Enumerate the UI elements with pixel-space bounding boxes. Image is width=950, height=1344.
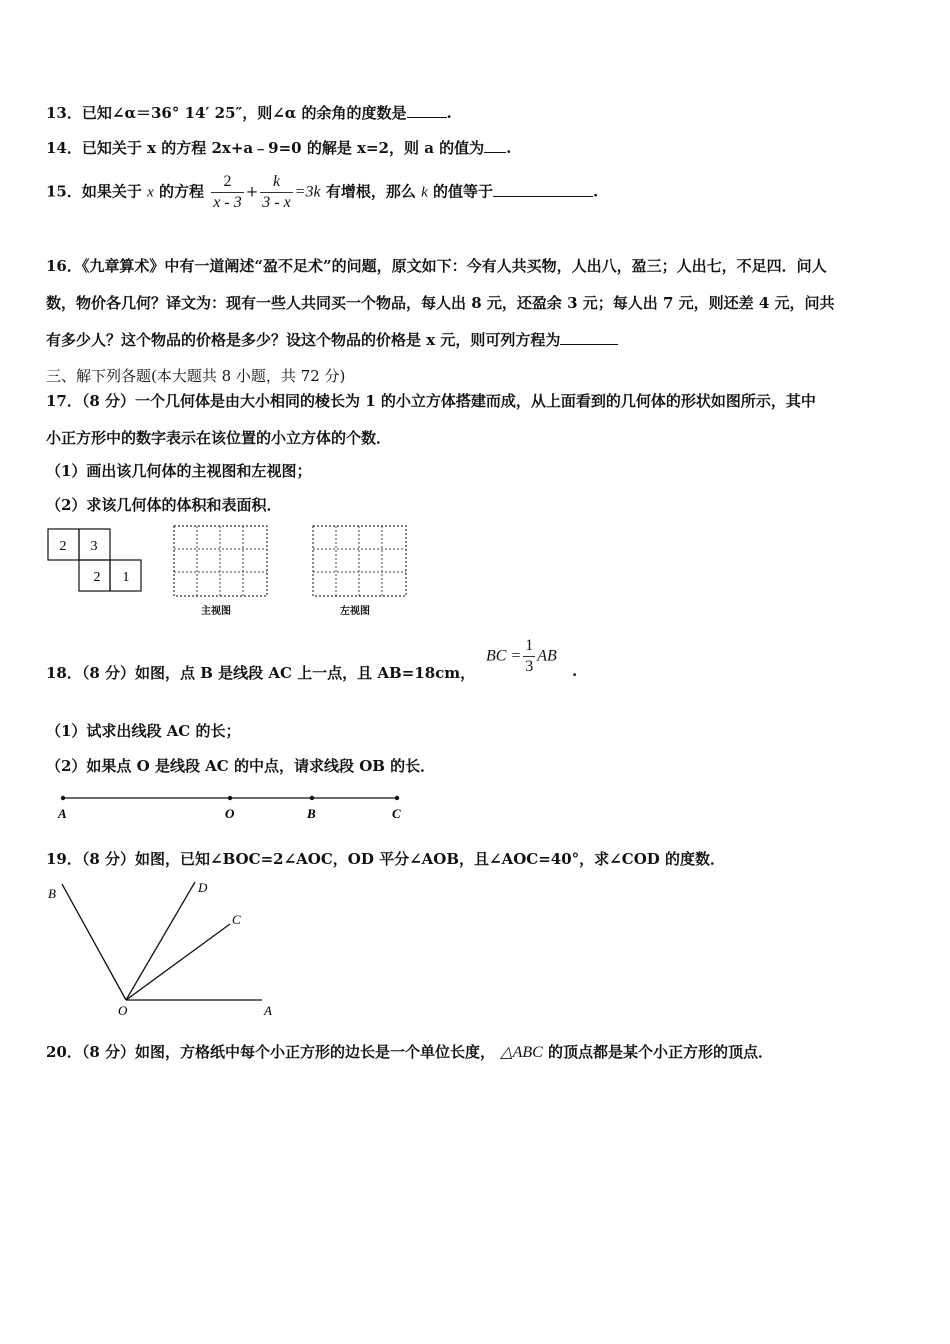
q17-part-2: （2）求该几何体的体积和表面积． xyxy=(46,496,282,514)
q15-post1: 有增根，那么 xyxy=(325,182,416,201)
q18-part-2: （2）如果点 O 是线段 AC 的中点，请求线段 OB 的长． xyxy=(46,757,436,775)
q18-period: . xyxy=(572,662,578,680)
q18-segment-figure xyxy=(50,788,410,824)
q18-eq-rhs: AB xyxy=(537,647,557,665)
q15-fraction-1: $\frac{2}{x - 3}$ xyxy=(213,173,242,211)
left-view-caption: 左视图 xyxy=(340,606,370,617)
q15-rhs: =3k xyxy=(294,183,321,201)
q18-eq-fraction: $\frac{1}{3}$ xyxy=(525,637,534,675)
q20-triangle: △ABC xyxy=(500,1044,543,1061)
q13-period: . xyxy=(446,104,452,122)
q16-line-3: 有多少人？这个物品的价格是多少？设这个物品的价格是 x 元，则可列方程为 xyxy=(46,331,561,349)
angle-label-a: A xyxy=(264,1003,272,1018)
q17-line-2: 小正方形中的数字表示在该位置的小立方体的个数． xyxy=(46,429,392,447)
front-view-caption: 主视图 xyxy=(201,606,231,617)
point-label: C xyxy=(392,806,401,821)
angle-label-d: D xyxy=(198,880,208,895)
q18-eq-lhs: BC = xyxy=(486,647,522,665)
q16-line-1: 16．《九章算术》中有一道阐述“盈不足术”的问题，原文如下：今有人共买物，人出八，盈三；人出七，不足四．问人 xyxy=(46,257,827,275)
question-16-line-3 xyxy=(46,329,618,350)
q17-line-1: 17．（8 分）一个几何体是由大小相同的棱长为 1 的小立方体搭建而成，从上面看到的几何体的形状如图所示，其中 xyxy=(46,392,816,410)
point-label: O xyxy=(225,806,235,821)
point-label: B xyxy=(307,806,316,821)
q19-angle-figure xyxy=(40,876,280,1021)
q15-answer-blank xyxy=(493,184,593,197)
point-label: A xyxy=(58,806,67,821)
grid-number: 3 xyxy=(90,539,98,554)
q15-x: x xyxy=(147,184,154,201)
q15-period: . xyxy=(593,182,599,201)
q20-post: 的顶点都是某个小正方形的顶点． xyxy=(548,1043,774,1061)
q15-mid: 的方程 xyxy=(159,182,205,201)
q13-answer-blank xyxy=(407,105,447,118)
q14-period: . xyxy=(506,139,512,157)
q16-line-2: 数，物价各几何？译文为：现有一些人共同买一个物品，每人出 8 元，还盈余 3 元；每人出 7 元，则还差 4 元，问共 xyxy=(46,294,835,312)
angle-label-o: O xyxy=(118,1003,128,1018)
q14-number: 14． xyxy=(46,139,82,157)
q16-answer-blank xyxy=(560,332,618,345)
angle-label-c: C xyxy=(232,912,241,927)
grid-number: 1 xyxy=(122,570,130,585)
q15-k: k xyxy=(421,184,428,201)
q15-pre: 如果关于 xyxy=(81,182,142,201)
question-13 xyxy=(46,102,452,123)
question-20 xyxy=(46,1041,773,1062)
grid-number: 2 xyxy=(59,539,67,554)
q19-line-1: 19．（8 分）如图，已知∠BOC=2∠AOC，OD 平分∠AOB，且∠AOC=40°，求∠COD 的度数． xyxy=(46,850,725,868)
q15-post2: 的值等于 xyxy=(433,182,494,201)
grid-number: 2 xyxy=(93,570,101,585)
section-3-heading: 三、解下列各题(本大题共 8 小题，共 72 分) xyxy=(46,367,346,385)
q15-number: 15． xyxy=(46,182,82,201)
left-view-grid xyxy=(312,525,408,599)
angle-label-b: B xyxy=(48,886,56,901)
question-15 xyxy=(46,172,598,213)
q15-plus: + xyxy=(245,182,259,201)
q15-fraction-2: $\frac{k}{3 - x}$ xyxy=(262,173,291,211)
front-view-grid xyxy=(173,525,269,599)
question-14 xyxy=(46,137,511,158)
q14-answer-blank xyxy=(484,140,506,153)
q20-pre: 20．（8 分）如图，方格纸中每个小正方形的边长是一个单位长度， xyxy=(46,1043,496,1061)
q17-part-1: （1）画出该几何体的主视图和左视图； xyxy=(46,462,312,480)
q13-number: 13． xyxy=(46,104,82,122)
q18-equation xyxy=(486,636,557,677)
q18-part-1: （1）试求出线段 AC 的长； xyxy=(46,722,241,740)
q18-line-1: 18．（8 分）如图，点 B 是线段 AC 上一点，且 AB=18cm， xyxy=(46,664,476,682)
q14-text: 已知关于 x 的方程 2x+a﹣9=0 的解是 x=2，则 a 的值为 xyxy=(81,139,485,157)
q13-text: 已知∠α＝36° 14′ 25″，则∠α 的余角的度数是 xyxy=(81,104,407,122)
q17-top-view-grid xyxy=(47,528,147,594)
